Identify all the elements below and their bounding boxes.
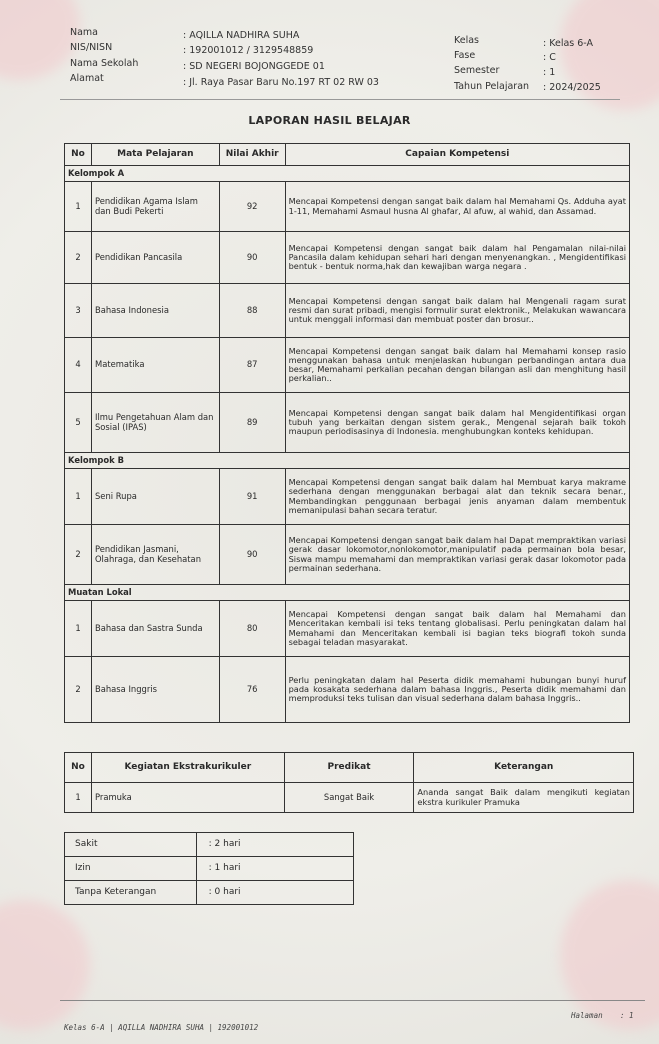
extra-col-keterangan: Keterangan (414, 753, 634, 783)
attendance-sakit-label: Sakit (65, 833, 197, 857)
table-row (65, 469, 630, 525)
row-score: 90 (219, 525, 285, 585)
grades-table (64, 143, 630, 723)
nis-text: 192001012 / 3129548859 (189, 45, 314, 56)
row-score: 76 (219, 657, 285, 723)
row-score: 90 (219, 232, 285, 284)
footer-divider (60, 1000, 645, 1001)
extra-col-predikat: Predikat (284, 753, 414, 783)
row-no: 2 (65, 525, 92, 585)
table-row (65, 657, 630, 723)
value-fase: : C (543, 52, 556, 63)
extra-header-row (65, 753, 634, 783)
row-no: 1 (65, 182, 92, 232)
decor-flower-bottom-right (560, 880, 659, 1030)
value-sekolah: : SD NEGERI BOJONGGEDE 01 (183, 61, 325, 72)
grades-header-row (65, 144, 630, 166)
row-subject: Ilmu Pengetahuan Alam dan Sosial (IPAS) (91, 393, 219, 453)
extra-col-kegiatan: Kegiatan Ekstrakurikuler (91, 753, 284, 783)
extra-activity: Pramuka (91, 783, 284, 813)
extra-keterangan: Ananda sangat Baik dalam mengikuti kegiatan ekstra kurikuler Pramuka (414, 783, 634, 813)
row-subject: Bahasa dan Sastra Sunda (91, 601, 219, 657)
table-row (65, 338, 630, 393)
row-capaian: Mencapai Kompetensi dengan sangat baik dalam hal Mengidentifikasi organ tubuh yang berkaitan dengan sistem gerak., Mengenal sejarah baik tokoh maupun periodisasinya di Indonesia. menghubungkan konteks kehidupan. (285, 393, 629, 453)
table-row (65, 601, 630, 657)
tahun-text: 2024/2025 (549, 82, 601, 93)
table-row (65, 857, 354, 881)
extra-no: 1 (65, 783, 92, 813)
row-capaian: Mencapai Kompetensi dengan sangat baik dalam hal Memahami dan Menceritakan kembali isi teks tentang globalisasi. Perlu peningkatan dalam hal Memahami dan Menceritakan kembali isi bagian teks biografi tokoh sunda sebagai teladan masyarakat. (285, 601, 629, 657)
label-kelas: Kelas (454, 35, 480, 46)
table-row (65, 393, 630, 453)
attendance-sakit-value: : 2 hari (196, 833, 353, 857)
value-nis: : 192001012 / 3129548859 (183, 45, 314, 56)
attendance-table (64, 832, 354, 905)
row-score: 91 (219, 469, 285, 525)
header-divider (60, 99, 620, 100)
row-capaian: Mencapai Kompetensi dengan sangat baik dalam hal Memahami Qs. Adduha ayat 1-11, Memahami Asmaul husna Al ghafar, Al afuw, al wahid, dan Assamad. (285, 182, 629, 232)
table-row (65, 182, 630, 232)
label-semester: Semester (454, 65, 500, 76)
row-no: 1 (65, 601, 92, 657)
extra-predikat: Sangat Baik (284, 783, 414, 813)
row-no: 5 (65, 393, 92, 453)
footer-student-info: Kelas 6-A | AQILLA NADHIRA SUHA | 192001012 (64, 1023, 259, 1032)
extracurricular-table (64, 752, 634, 813)
label-alamat: Alamat (70, 73, 104, 84)
row-capaian: Mencapai Kompetensi dengan sangat baik dalam hal Pengamalan nilai-nilai Pancasila dalam kehidupan sehari hari dengan menyenangkan. , Mengidentifikasi bentuk - bentuk norma,hak dan kewajiban warga negara . (285, 232, 629, 284)
table-row (65, 284, 630, 338)
row-no: 1 (65, 469, 92, 525)
extra-col-no: No (65, 753, 92, 783)
col-no: No (65, 144, 92, 166)
group-row (65, 166, 630, 182)
table-row (65, 525, 630, 585)
fase-text: C (549, 52, 556, 63)
label-nama: Nama (70, 27, 99, 38)
row-capaian: Mencapai Kompetensi dengan sangat baik dalam hal Mengenali ragam surat resmi dan surat pribadi, mengisi formulir surat elektronik., Melakukan wawancara untuk menggali informasi dan membuat poster dan brosur.. (285, 284, 629, 338)
group-title: Kelompok A (65, 166, 630, 182)
decor-flower-top-left (0, 0, 80, 80)
attendance-tk-label: Tanpa Keterangan (65, 881, 197, 905)
label-fase: Fase (454, 50, 476, 61)
value-semester: : 1 (543, 67, 556, 78)
row-capaian: Mencapai Kompetensi dengan sangat baik dalam hal Memahami konsep rasio menggunakan bahasa untuk menjelaskan hubungan perbandingan antara dua besar, Memahami perkalian pecahan dengan bilangan asli dan menghitung hasil perkalian.. (285, 338, 629, 393)
value-alamat: : Jl. Raya Pasar Baru No.197 RT 02 RW 03 (183, 77, 379, 88)
group-row (65, 585, 630, 601)
row-subject: Matematika (91, 338, 219, 393)
alamat-text: Jl. Raya Pasar Baru No.197 RT 02 RW 03 (189, 77, 379, 88)
col-capaian: Capaian Kompetensi (285, 144, 629, 166)
attendance-izin-value: : 1 hari (196, 857, 353, 881)
row-no: 3 (65, 284, 92, 338)
label-sekolah: Nama Sekolah (70, 58, 139, 69)
semester-text: 1 (549, 67, 556, 78)
group-title: Muatan Lokal (65, 585, 630, 601)
kelas-text: Kelas 6-A (549, 38, 594, 49)
row-subject: Pendidikan Agama Islam dan Budi Pekerti (91, 182, 219, 232)
decor-flower-bottom-left (0, 900, 90, 1030)
row-score: 80 (219, 601, 285, 657)
table-row (65, 881, 354, 905)
row-subject: Pendidikan Pancasila (91, 232, 219, 284)
attendance-izin-label: Izin (65, 857, 197, 881)
report-title: LAPORAN HASIL BELAJAR (248, 114, 411, 127)
row-subject: Bahasa Indonesia (91, 284, 219, 338)
row-score: 89 (219, 393, 285, 453)
label-tahun: Tahun Pelajaran (454, 81, 530, 92)
sekolah-text: SD NEGERI BOJONGGEDE 01 (189, 61, 325, 72)
footer-page-number: : 1 (620, 1011, 634, 1020)
row-subject: Bahasa Inggris (91, 657, 219, 723)
row-capaian: Perlu peningkatan dalam hal Peserta didik memahami hubungan bunyi huruf pada kosakata sederhana dalam bahasa Inggris., Peserta didik memahami dan memproduksi teks tulisan dan visual sederhana dalam bahasa Inggris.. (285, 657, 629, 723)
label-nis: NIS/NISN (70, 42, 113, 53)
value-kelas: : Kelas 6-A (543, 38, 594, 49)
col-mata-pelajaran: Mata Pelajaran (91, 144, 219, 166)
col-nilai-akhir: Nilai Akhir (219, 144, 285, 166)
row-no: 2 (65, 232, 92, 284)
row-subject: Pendidikan Jasmani, Olahraga, dan Kesehatan (91, 525, 219, 585)
group-row (65, 453, 630, 469)
table-row (65, 783, 634, 813)
nama-text: AQILLA NADHIRA SUHA (189, 30, 300, 41)
value-tahun: : 2024/2025 (543, 82, 601, 93)
row-score: 87 (219, 338, 285, 393)
group-title: Kelompok B (65, 453, 630, 469)
row-capaian: Mencapai Kompetensi dengan sangat baik dalam hal Dapat mempraktikan variasi gerak dasar lokomotor,nonlokomotor,manipulatif pada permainan bola besar, Siswa mampu memahami dan mempraktikan variasi gerak dasar lokomotor pada permainan sederhana. (285, 525, 629, 585)
row-no: 2 (65, 657, 92, 723)
row-score: 92 (219, 182, 285, 232)
row-capaian: Mencapai Kompetensi dengan sangat baik dalam hal Membuat karya makrame sederhana dengan menggunakan berbagai alat dan teknik secara benar., Membandingkan penggunaan berbagai jenis anyaman dalam membentuk memanipulasi bahan secara teratur. (285, 469, 629, 525)
attendance-tk-value: : 0 hari (196, 881, 353, 905)
row-no: 4 (65, 338, 92, 393)
table-row (65, 232, 630, 284)
row-subject: Seni Rupa (91, 469, 219, 525)
footer-page-label: Halaman (571, 1011, 603, 1020)
table-row (65, 833, 354, 857)
row-score: 88 (219, 284, 285, 338)
value-nama: : AQILLA NADHIRA SUHA (183, 30, 300, 41)
